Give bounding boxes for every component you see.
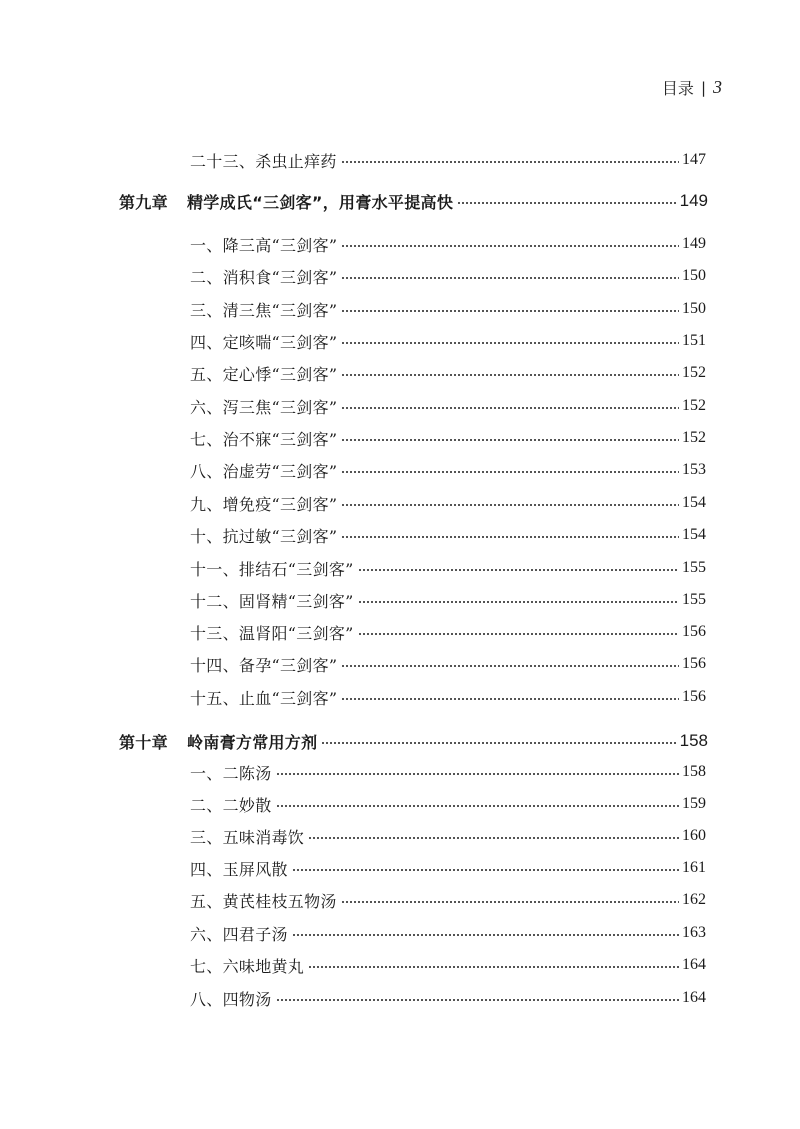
toc-page-number: 151 (682, 332, 706, 349)
toc-section-entry[interactable] (0, 360, 800, 386)
toc-entry-title: 十四、备孕“三剑客” (190, 655, 338, 675)
toc-section-entry[interactable] (0, 296, 800, 322)
toc-entry-title: 八、四物汤 (190, 989, 272, 1009)
toc-chapter-entry[interactable] (0, 188, 800, 214)
dot-leader (341, 277, 679, 279)
toc-page-number: 164 (682, 989, 706, 1006)
toc-section-entry[interactable] (0, 263, 800, 289)
dot-leader (358, 633, 679, 635)
toc-page-number: 156 (682, 688, 706, 705)
toc-entry-title: 六、四君子汤 (190, 924, 288, 944)
dot-leader (358, 601, 679, 603)
toc-section-entry[interactable] (0, 555, 800, 581)
toc-page-number: 147 (682, 151, 706, 168)
dot-leader (321, 742, 676, 744)
dot-leader (341, 245, 679, 247)
toc-page-number: 163 (682, 924, 706, 941)
toc-page-number: 150 (682, 267, 706, 284)
toc-section-entry[interactable] (0, 887, 800, 913)
dot-leader (341, 665, 679, 667)
dot-leader (457, 202, 676, 204)
toc-entry-title: 七、六味地黄丸 (190, 956, 305, 976)
toc-page-number: 149 (679, 191, 708, 210)
toc-entry-title: 三、清三焦“三剑客” (190, 300, 338, 320)
dot-leader (341, 310, 679, 312)
toc-entry-title: 七、治不寐“三剑客” (190, 429, 338, 449)
toc-section-entry[interactable] (0, 952, 800, 978)
toc-section-entry[interactable] (0, 490, 800, 516)
toc-entry-title: 一、降三高“三剑客” (190, 235, 338, 255)
toc-entry-title: 二十三、杀虫止痒药 (190, 151, 337, 171)
dot-leader (308, 966, 679, 968)
dot-leader (358, 569, 679, 571)
toc-page-number: 158 (682, 763, 706, 780)
toc-section-entry[interactable] (0, 855, 800, 881)
toc-page-number: 155 (682, 591, 706, 608)
toc-section-entry[interactable] (0, 791, 800, 817)
toc-entry-title: 十三、温肾阳“三剑客” (190, 623, 354, 643)
toc-entry-title: 十一、排结石“三剑客” (190, 559, 354, 579)
toc-chapter-entry[interactable] (0, 728, 800, 754)
chapter-number: 第十章 (119, 732, 168, 752)
toc-page-number: 161 (682, 859, 706, 876)
header-separator: | (700, 78, 706, 97)
toc-entry-title: 一、二陈汤 (190, 763, 272, 783)
dot-leader (276, 805, 679, 807)
toc-entry-title: 二、消积食“三剑客” (190, 267, 338, 287)
dot-leader (341, 901, 679, 903)
dot-leader (341, 504, 679, 506)
toc-section-entry[interactable] (0, 425, 800, 451)
toc-section-entry[interactable] (0, 457, 800, 483)
toc-entry-title: 五、定心悸“三剑客” (190, 364, 338, 384)
toc-page-number: 154 (682, 494, 706, 511)
toc-entry-title (119, 730, 317, 753)
toc-section-entry[interactable] (0, 619, 800, 645)
dot-leader (341, 374, 679, 376)
dot-leader (341, 342, 679, 344)
toc-page-number: 152 (682, 364, 706, 381)
toc-section-entry[interactable] (0, 684, 800, 710)
toc-page-number: 164 (682, 956, 706, 973)
chapter-number: 第九章 (119, 192, 168, 212)
toc-entry-title: 十、抗过敏“三剑客” (190, 526, 338, 546)
toc-page-number: 152 (682, 397, 706, 414)
toc-page-number: 150 (682, 300, 706, 317)
toc-page-number: 160 (682, 827, 706, 844)
toc-entry-title: 十二、固肾精“三剑客” (190, 591, 354, 611)
toc-section-entry[interactable] (0, 328, 800, 354)
toc-section-entry[interactable] (0, 231, 800, 257)
toc-section-entry[interactable] (0, 823, 800, 849)
toc-entry-title: 三、五味消毒饮 (190, 827, 305, 847)
toc-page-number: 156 (682, 655, 706, 672)
toc-page-number: 159 (682, 795, 706, 812)
toc-section-entry[interactable] (0, 587, 800, 613)
dot-leader (292, 869, 679, 871)
header-label: 目录 (661, 79, 694, 98)
dot-leader (292, 934, 679, 936)
toc-entry-title: 四、定咳喘“三剑客” (190, 332, 338, 352)
toc-page-number: 152 (682, 429, 706, 446)
dot-leader (341, 439, 679, 441)
toc-page-number: 158 (679, 731, 708, 750)
toc-entry-title: 六、泻三焦“三剑客” (190, 397, 338, 417)
toc-section-entry[interactable] (0, 651, 800, 677)
dot-leader (341, 698, 679, 700)
toc-page-number: 153 (682, 461, 706, 478)
toc-section-entry[interactable] (0, 393, 800, 419)
toc-page-number: 162 (682, 891, 706, 908)
toc-page-number: 155 (682, 559, 706, 576)
dot-leader (341, 407, 679, 409)
toc-entry-title: 四、玉屏风散 (190, 859, 288, 879)
toc-section-entry[interactable] (0, 147, 800, 173)
running-header (662, 76, 722, 99)
toc-page-number: 156 (682, 623, 706, 640)
dot-leader (276, 773, 679, 775)
dot-leader (341, 536, 679, 538)
toc-entry-title: 九、增免疫“三剑客” (190, 494, 338, 514)
toc-page-number: 149 (682, 235, 706, 252)
toc-entry-title: 八、治虚劳“三剑客” (190, 461, 338, 481)
toc-section-entry[interactable] (0, 985, 800, 1011)
dot-leader (341, 161, 679, 163)
dot-leader (308, 837, 679, 839)
dot-leader (276, 999, 679, 1001)
dot-leader (341, 471, 679, 473)
toc-page-number: 154 (682, 526, 706, 543)
toc-entry-title: 十五、止血“三剑客” (190, 688, 338, 708)
chapter-title: 精学成氏“三剑客”，用膏水平提高快 (187, 192, 454, 212)
toc-entry-title: 二、二妙散 (190, 795, 272, 815)
toc-entry-title (119, 190, 453, 213)
toc-section-entry[interactable] (0, 759, 800, 785)
toc-section-entry[interactable] (0, 920, 800, 946)
header-page-number: 3 (713, 77, 722, 97)
toc-section-entry[interactable] (0, 522, 800, 548)
chapter-title: 岭南膏方常用方剂 (187, 732, 318, 752)
toc-entry-title: 五、黄芪桂枝五物汤 (190, 891, 337, 911)
